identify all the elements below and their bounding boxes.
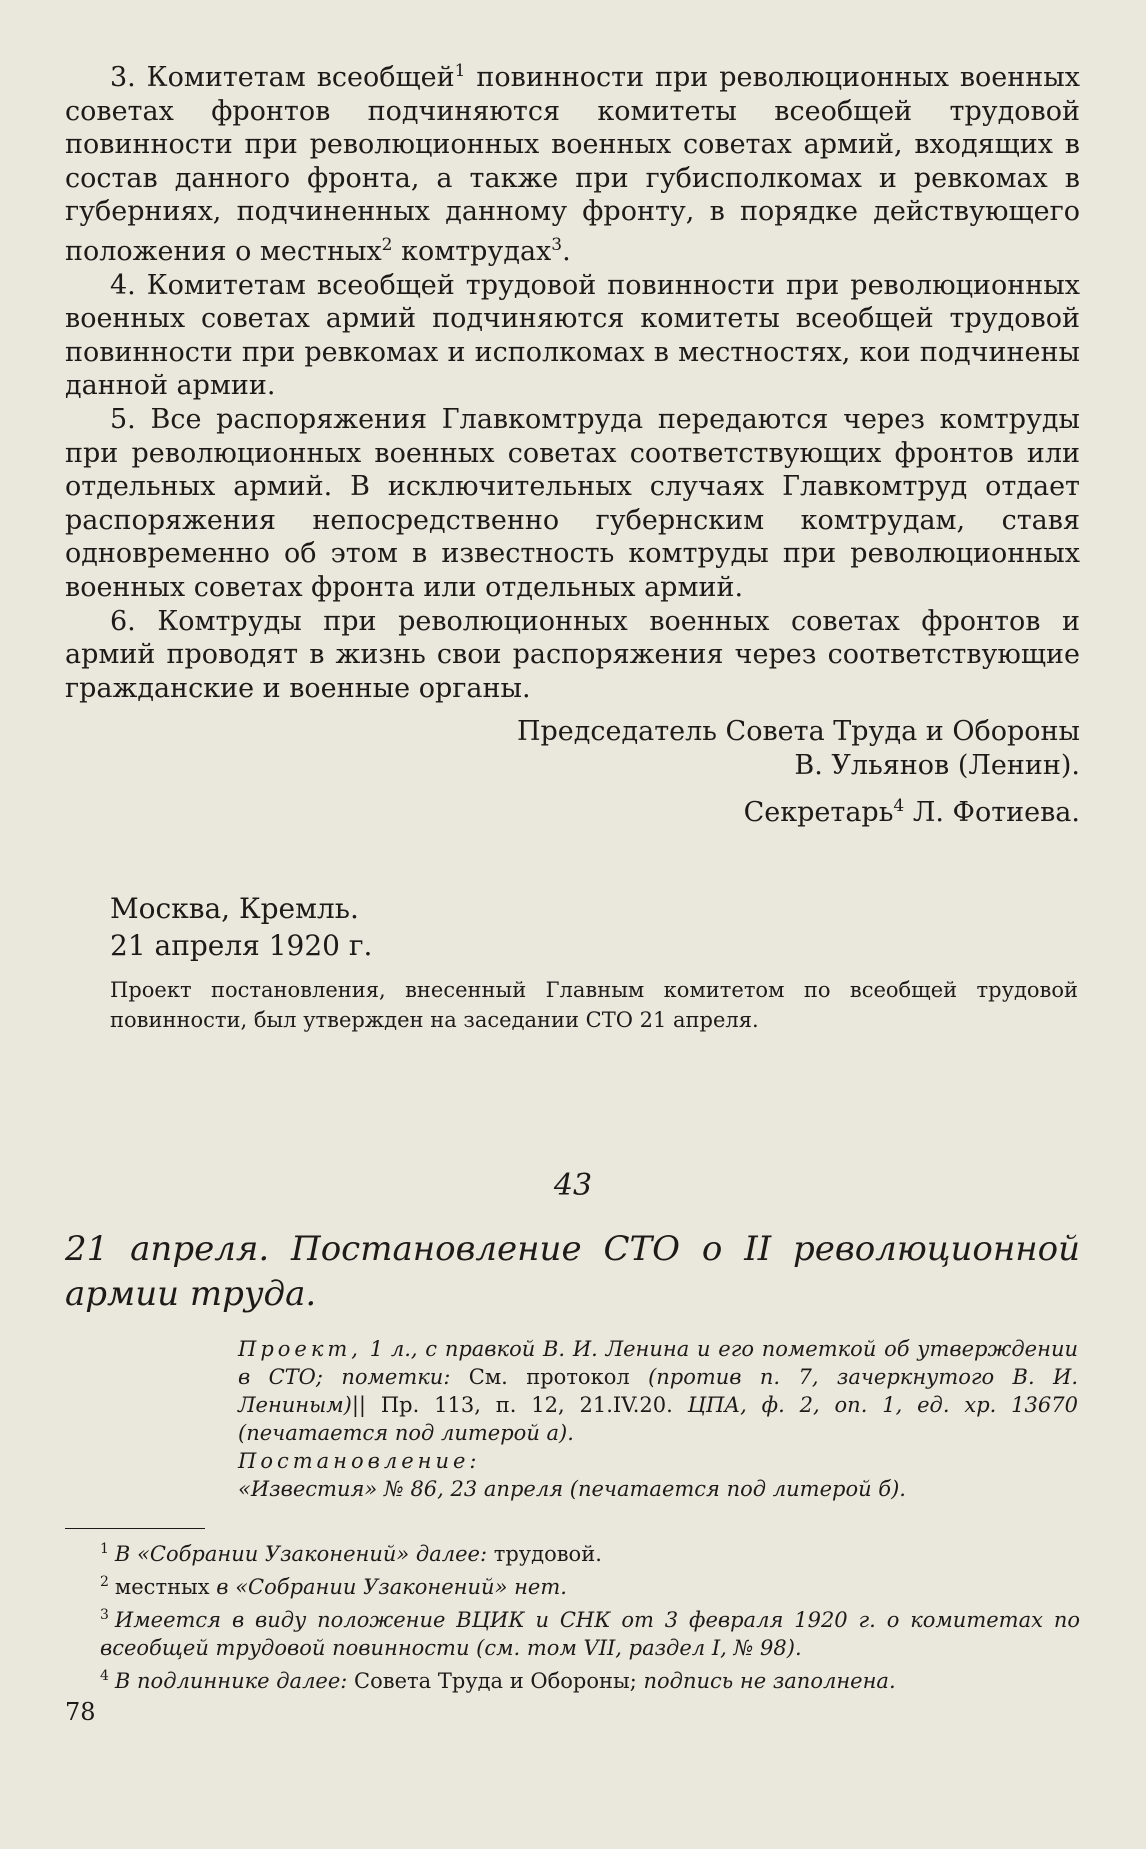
footnote-2-italic: в «Собрании Узаконений» нет. [216, 1575, 567, 1599]
editor-note: Проект постановления, внесенный Главным комитетом по всеобщей трудовой повинности, был утвержден на заседании СТО 21 апреля. [110, 978, 1078, 1032]
footnote-ref-3: 3 [551, 234, 563, 255]
p3-part-d: . [562, 235, 571, 267]
footnote-3 [100, 1601, 1080, 1662]
footnote-4 [100, 1662, 1080, 1695]
document-heading: 21 апреля. Постановление СТО о II революционной армии труда. [65, 1229, 1080, 1314]
place-city: Москва, Кремль. [110, 892, 359, 925]
source-protocol: См. протокол [450, 1365, 649, 1389]
footnote-4-plain: Совета Труда и Обороны; [347, 1669, 644, 1693]
document-number: 43 [553, 1168, 593, 1203]
footnote-1-num: 1 [100, 1541, 109, 1557]
source-protocol-note: (против п. 7, зачеркнутого В. И. Лениным) [238, 1365, 1079, 1417]
page-number: 78 [65, 1698, 96, 1726]
footnote-rule [65, 1528, 205, 1529]
main-text [65, 55, 1080, 830]
footnote-1-italic: В «Собрании Узаконений» далее: [114, 1542, 488, 1566]
footnote-1 [100, 1535, 1080, 1568]
source-protocol-ref: || Пр. 113, п. 12, 21.IV.20. [351, 1393, 688, 1417]
source-line-1 [238, 1335, 1078, 1447]
paragraph-4: 4. Комитетам всеобщей трудовой повинности при революционных военных советах армий подчиняются комитеты всеобщей трудовой повинности при ревкомах и исполкомах в местностях, кои подчинены данной армии. [65, 269, 1080, 402]
footnote-ref-2: 2 [381, 234, 393, 255]
secretary-line [65, 789, 1080, 830]
paragraph-3 [65, 55, 1080, 269]
place-date [110, 890, 372, 964]
chair-name: В. Ульянов (Ленин). [794, 750, 1080, 782]
secretary-label: Секретарь [743, 797, 894, 829]
footnote-4-italic: В подлиннике далее: [114, 1669, 348, 1693]
footnote-ref-4: 4 [893, 796, 905, 817]
source-draft-desc: 1 л., с правкой В. И. Ленина и его пометкой об утверждении в СТО; пометки: [238, 1337, 1078, 1389]
secretary-name: Л. Фотиева. [904, 797, 1080, 829]
footnote-4-italic-2: подпись не заполнена. [643, 1669, 896, 1693]
footnote-2-plain: местных [114, 1575, 217, 1599]
source-resolution-label: Постановление: [238, 1449, 481, 1473]
paragraph-5: 5. Все распоряжения Главкомтруда передаются через комтруды при революционных военных советах соответствующих фронтов или отдельных армий. В исключительных случаях Главкомтруд отдает распоряжения непосредственно губернским комтрудам, ставя одновременно об этом в известность комтруды при революционных военных советах фронта или отдельных армий. [65, 403, 1080, 603]
footnote-1-plain: трудовой. [487, 1542, 602, 1566]
source-line-2 [238, 1447, 1078, 1475]
p3-part-c: комтрудах [392, 235, 552, 267]
source-line-3: «Известия» № 86, 23 апреля (печатается под литерой б). [238, 1477, 906, 1501]
footnote-3-italic: Имеется в виду положение ВЦИК и СНК от 3 февраля 1920 г. о комитетах по всеобщей трудовой повинности (см. том VII, раздел I, № 98). [100, 1608, 1080, 1660]
place-date-line: 21 апреля 1920 г. [110, 929, 373, 962]
footnote-4-num: 4 [100, 1668, 109, 1684]
source-draft-label: Проект, [238, 1337, 362, 1361]
p3-part-a: 3. Комитетам всеобщей [110, 62, 455, 93]
paragraph-6: 6. Комтруды при революционных военных советах фронтов и армий проводят в жизнь свои распоряжения через соответствующие гражданские и военные органы. [65, 605, 1080, 704]
footnote-2-num: 2 [100, 1574, 109, 1590]
source-notes [238, 1335, 1078, 1503]
footnote-ref-1: 1 [454, 61, 466, 81]
p3-part-b: повинности при революционных военных советах фронтов подчиняются комитеты всеобщей трудовой повинности при революционных военных советах армий, входящих в состав данного фронта, а также при губисполкомах и ревкомах в губерниях, подчиненных данному фронту, в порядке действующего положения о местных [65, 62, 1080, 267]
chair-title: Председатель Совета Труда и Обороны [516, 716, 1080, 748]
footnotes [100, 1535, 1080, 1695]
source-archive: ЦПА, ф. 2, оп. 1, ед. хр. 13670 (печатается под литерой а). [238, 1393, 1078, 1445]
footnote-2 [100, 1568, 1080, 1601]
footnote-3-num: 3 [100, 1607, 109, 1623]
